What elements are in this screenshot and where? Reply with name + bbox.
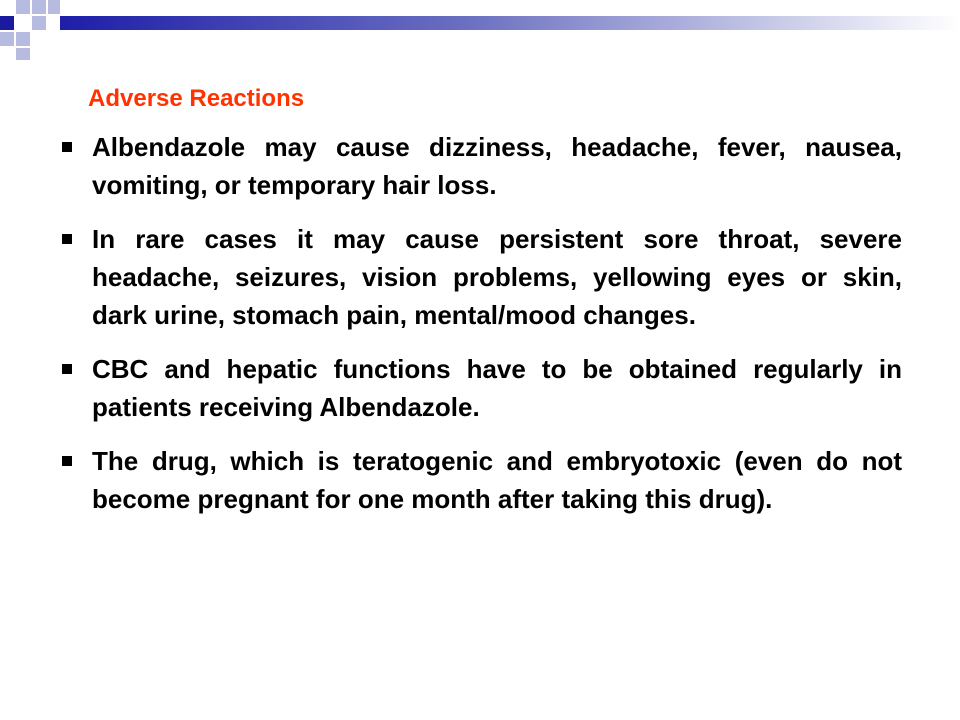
- square-bullet-icon: [62, 234, 72, 244]
- bullet-item: [58, 350, 902, 426]
- header-decoration: [0, 0, 960, 60]
- square-bullet-icon: [62, 142, 72, 152]
- bullet-item: [58, 128, 902, 204]
- bullet-text: In rare cases it may cause persistent sore throat, severe headache, seizures, vision problems, yellowing eyes or skin, dark urine, stomach pain, mental/mood changes.: [92, 224, 902, 330]
- bullet-text: CBC and hepatic functions have to be obtained regularly in patients receiving Albendazole.: [92, 354, 902, 422]
- bullet-text: The drug, which is teratogenic and embryotoxic (even do not become pregnant for one month after taking this drug).: [92, 446, 902, 514]
- header-decoration-graphic: [0, 0, 960, 60]
- bullet-item: [58, 220, 902, 334]
- square-bullet-icon: [62, 456, 72, 466]
- bullet-text: Albendazole may cause dizziness, headache, fever, nausea, vomiting, or temporary hair loss.: [92, 132, 902, 200]
- bullet-item: [58, 442, 902, 518]
- bullet-list: [58, 128, 902, 534]
- slide-title: Adverse Reactions: [88, 85, 305, 112]
- square-bullet-icon: [62, 364, 72, 374]
